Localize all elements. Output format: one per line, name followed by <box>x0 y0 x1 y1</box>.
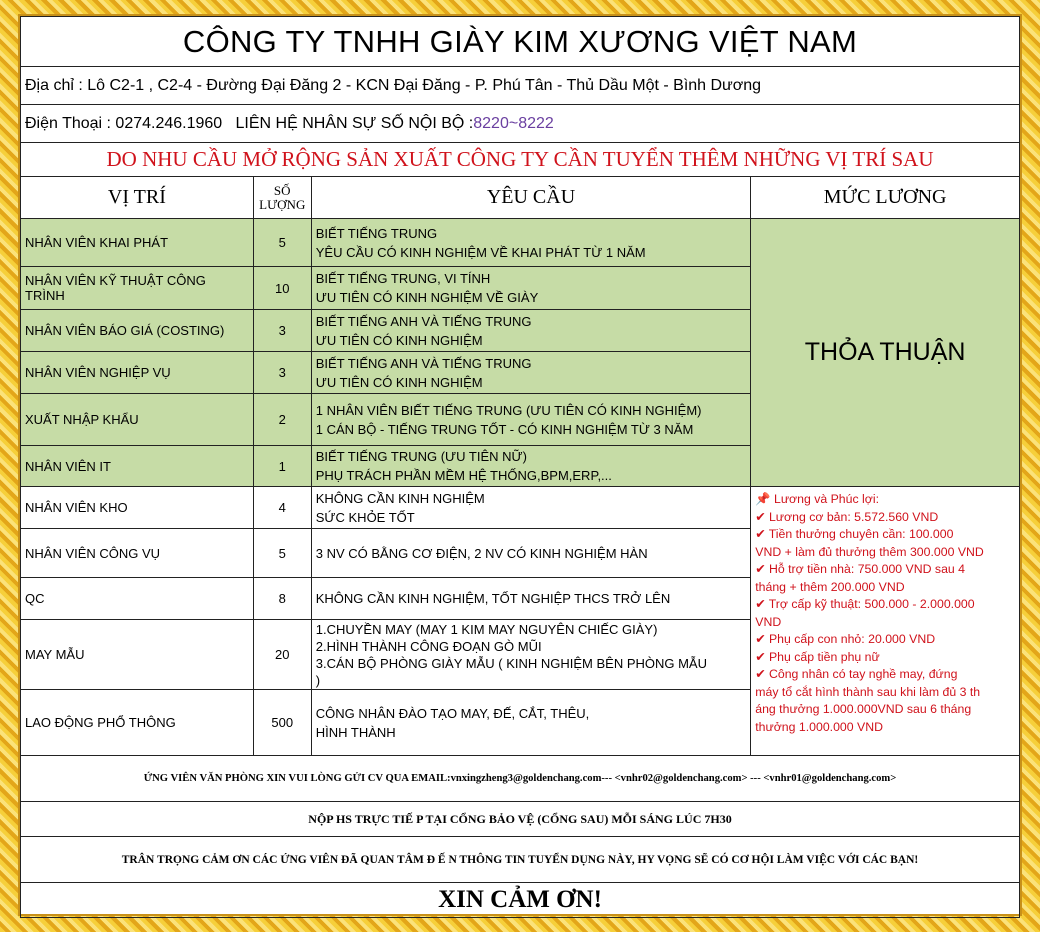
requirements-cell <box>311 446 751 487</box>
req-line: BIẾT TIẾNG TRUNG <box>315 225 438 241</box>
benefit-line: 📌 Lương và Phúc lợi: <box>755 492 879 506</box>
poster-sheet <box>18 14 1022 916</box>
req-line: 1.CHUYỀN MAY (MAY 1 KIM MAY NGUYÊN CHIẾC GIÀY) <box>315 621 658 637</box>
benefit-line: ✔ Phụ cấp con nhỏ: 20.000 VND <box>755 632 936 646</box>
req-line: 1 NHÂN VIÊN BIẾT TIẾNG TRUNG (ƯU TIÊN CÓ KINH NGHIỆM) <box>315 402 702 418</box>
position-cell: NHÂN VIÊN CÔNG VỤ <box>21 529 254 578</box>
hr-extension: 8220~8222 <box>473 114 554 132</box>
position-cell: NHÂN VIÊN NGHIỆP VỤ <box>21 352 254 394</box>
requirements-cell <box>311 487 751 529</box>
requirements-cell <box>311 219 751 267</box>
benefit-line: ✔ Trợ cấp kỹ thuật: 500.000 - 2.000.000 <box>755 597 975 611</box>
req-line: BIẾT TIẾNG ANH VÀ TIẾNG TRUNG <box>315 355 532 371</box>
benefit-line: áng thưởng 1.000.000VND sau 6 tháng <box>755 702 972 716</box>
position-cell: NHÂN VIÊN BÁO GIÁ (COSTING) <box>21 310 254 352</box>
table-row <box>21 487 1020 529</box>
req-line: ) <box>315 672 321 688</box>
qty-cell: 20 <box>253 620 311 690</box>
qty-cell: 2 <box>253 394 311 446</box>
recruitment-table <box>20 16 1020 918</box>
position-cell: LAO ĐỘNG PHỔ THÔNG <box>21 690 254 756</box>
requirements-cell <box>311 394 751 446</box>
requirements-cell <box>311 352 751 394</box>
req-line: 1 CÁN BỘ - TIẾNG TRUNG TỐT - CÓ KINH NGHIỆM TỪ 3 NĂM <box>315 421 694 437</box>
benefit-line: ✔ Phụ cấp tiền phụ nữ <box>755 649 880 664</box>
position-cell: NHÂN VIÊN KHO <box>21 487 254 529</box>
position-cell: XUẤT NHẬP KHẨU <box>21 394 254 446</box>
benefit-line: VND + làm đủ thưởng thêm 300.000 VND <box>755 544 984 559</box>
col-qty-header <box>253 177 311 219</box>
req-line: KHÔNG CẦN KINH NGHIỆM <box>315 490 485 506</box>
qty-cell: 10 <box>253 267 311 310</box>
position-cell: QC <box>21 578 254 620</box>
benefit-line: ✔ Công nhân có tay nghề may, đứng <box>755 667 958 681</box>
hiring-announcement: DO NHU CẦU MỞ RỘNG SẢN XUẤT CÔNG TY CẦN TUYỂN THÊM NHỮNG VỊ TRÍ SAU <box>21 143 1020 177</box>
req-line: SỨC KHỎE TỐT <box>315 509 415 525</box>
req-line: YÊU CẦU CÓ KINH NGHIỆM VỀ KHAI PHÁT TỪ 1 NĂM <box>315 244 646 260</box>
req-line: 3.CÁN BỘ PHÒNG GIÀY MẪU ( KINH NGHIỆM BÊN PHÒNG MẪU <box>315 655 707 671</box>
req-line: HÌNH THÀNH <box>315 724 396 740</box>
qty-cell: 1 <box>253 446 311 487</box>
benefit-line: VND <box>755 614 782 629</box>
requirements-cell <box>311 267 751 310</box>
table-row <box>21 219 1020 267</box>
req-line: ƯU TIÊN CÓ KINH NGHIỆM VỀ GIÀY <box>315 290 539 305</box>
qty-cell: 8 <box>253 578 311 620</box>
position-cell: NHÂN VIÊN KỸ THUẬT CÔNG TRÌNH <box>21 267 254 310</box>
phone-text: Điện Thoại : 0274.246.1960 LIÊN HỆ NHÂN SỰ SỐ NỘI BỘ : <box>25 114 474 132</box>
col-position-header: VỊ TRÍ <box>21 177 254 219</box>
qty-cell: 3 <box>253 310 311 352</box>
company-phone <box>21 105 1020 143</box>
qty-cell: 5 <box>253 529 311 578</box>
req-line: ƯU TIÊN CÓ KINH NGHIỆM <box>315 332 483 348</box>
req-line: PHỤ TRÁCH PHẦN MỀM HỆ THỐNG,BPM,ERP,... <box>315 468 612 483</box>
thank-you: XIN CẢM ƠN! <box>21 883 1020 918</box>
requirements-cell: 3 NV CÓ BẰNG CƠ ĐIỆN, 2 NV CÓ KINH NGHIỆM HÀN <box>311 529 751 578</box>
qty-header-line2: LƯỢNG <box>259 196 306 212</box>
benefit-line: ✔ Lương cơ bản: 5.572.560 VND <box>755 509 939 524</box>
req-line: BIẾT TIẾNG TRUNG, VI TÍNH <box>315 271 491 286</box>
qty-cell: 5 <box>253 219 311 267</box>
position-cell: MAY MẪU <box>21 620 254 690</box>
email-instructions: ỨNG VIÊN VĂN PHÒNG XIN VUI LÒNG GỬI CV QUA EMAIL:vnxingzheng3@goldenchang.com--- <vnhr02@goldenchang.com> --- <vnhr01@goldenchang.com> <box>21 756 1020 802</box>
qty-header-line1: SỐ <box>273 182 291 198</box>
benefits-list <box>751 487 1020 756</box>
qty-cell: 4 <box>253 487 311 529</box>
position-cell: NHÂN VIÊN KHAI PHÁT <box>21 219 254 267</box>
col-salary-header: MỨC LƯƠNG <box>751 177 1020 219</box>
position-cell: NHÂN VIÊN IT <box>21 446 254 487</box>
benefit-line: ✔ Tiền thưởng chuyên cần: 100.000 <box>755 527 954 541</box>
req-line: CÔNG NHÂN ĐÀO TẠO MAY, ĐẾ, CẮT, THÊU, <box>315 705 590 721</box>
qty-cell: 500 <box>253 690 311 756</box>
appreciation-note: TRÂN TRỌNG CẢM ƠN CÁC ỨNG VIÊN ĐÃ QUAN TÂM Đ Ế N THÔNG TIN TUYỂN DỤNG NÀY, HY VỌNG SẼ CÓ CƠ HỘI LÀM VIỆC VỚI CÁC BẠN! <box>21 837 1020 883</box>
req-line: BIẾT TIẾNG TRUNG (ƯU TIÊN NỮ) <box>315 449 527 464</box>
benefit-line: máy tổ cắt hình thành sau khi làm đủ 3 th <box>755 684 981 699</box>
requirements-cell <box>311 310 751 352</box>
req-line: ƯU TIÊN CÓ KINH NGHIỆM <box>315 374 483 390</box>
salary-negotiable: THỎA THUẬN <box>751 219 1020 487</box>
benefit-line: thưởng 1.000.000 VND <box>755 719 883 734</box>
requirements-cell <box>311 690 751 756</box>
qty-cell: 3 <box>253 352 311 394</box>
submit-instructions: NỘP HS TRỰC TIẾ P TẠI CỔNG BẢO VỆ (CỔNG SAU) MỖI SÁNG LÚC 7H30 <box>21 802 1020 837</box>
col-requirements-header: YÊU CẦU <box>311 177 751 219</box>
req-line: BIẾT TIẾNG ANH VÀ TIẾNG TRUNG <box>315 313 532 329</box>
benefit-line: ✔ Hỗ trợ tiền nhà: 750.000 VND sau 4 <box>755 562 966 576</box>
req-line: 2.HÌNH THÀNH CÔNG ĐOẠN GÒ MŨI <box>315 638 542 654</box>
benefit-line: tháng + thêm 200.000 VND <box>755 579 905 594</box>
company-address: Địa chỉ : Lô C2-1 , C2-4 - Đường Đại Đăng 2 - KCN Đại Đăng - P. Phú Tân - Thủ Dầu Một - Bình Dương <box>21 67 1020 105</box>
requirements-cell <box>311 620 751 690</box>
company-name: CÔNG TY TNHH GIÀY KIM XƯƠNG VIỆT NAM <box>21 17 1020 67</box>
requirements-cell: KHÔNG CẦN KINH NGHIỆM, TỐT NGHIỆP THCS TRỞ LÊN <box>311 578 751 620</box>
